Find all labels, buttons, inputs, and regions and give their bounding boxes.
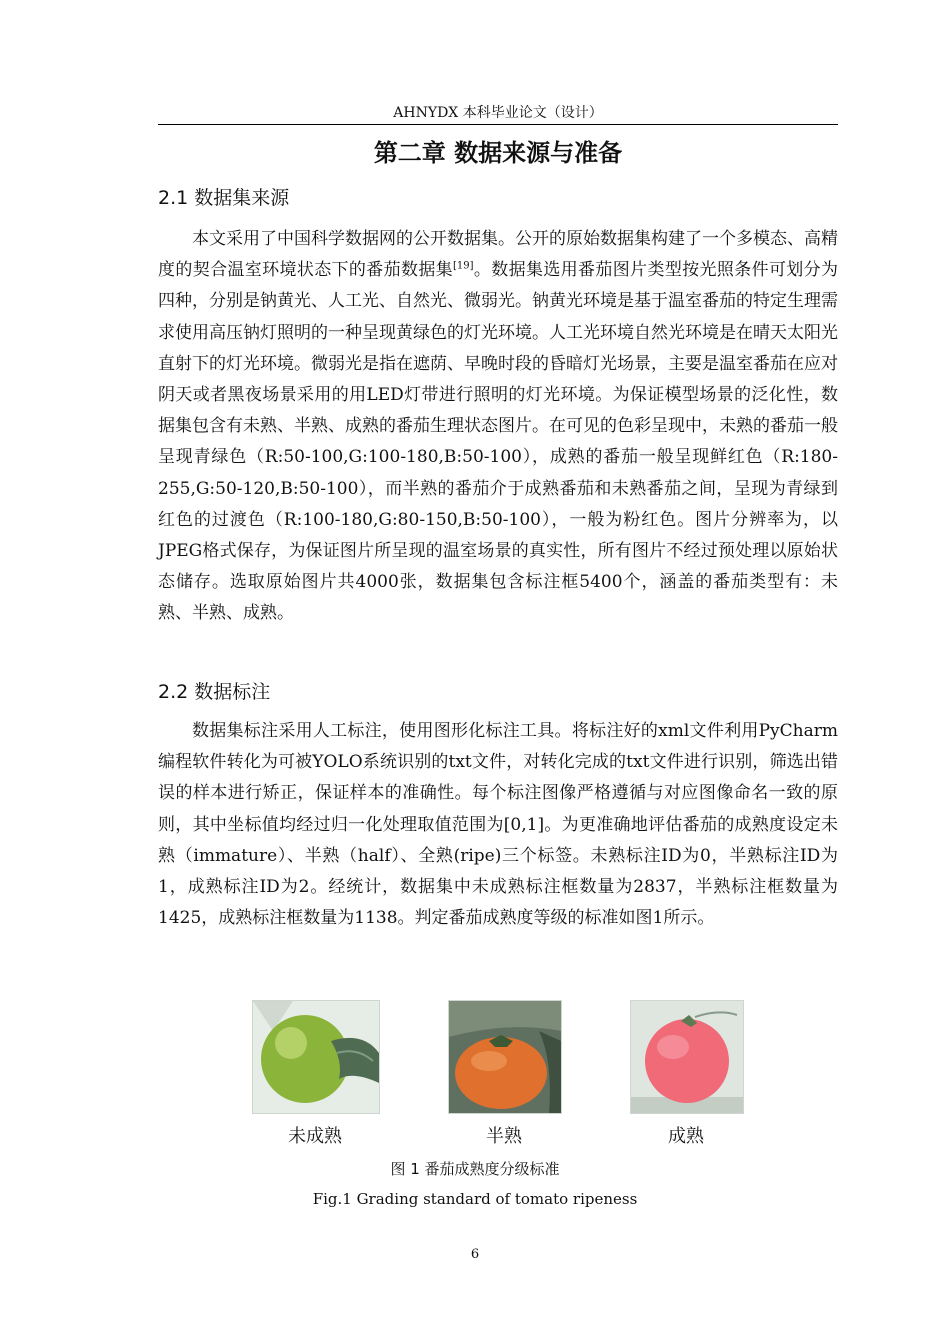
section-2-1-paragraph [158, 224, 838, 630]
section-heading-2-2: 2.2 数据标注 [158, 681, 271, 703]
orange-tomato-photo [448, 1000, 562, 1114]
green-tomato-label: 未成熟 [288, 1126, 342, 1147]
red-tomato-photo [630, 1000, 744, 1114]
section-heading-2-1: 2.1 数据集来源 [158, 187, 290, 209]
chapter-title: 第二章 数据来源与准备 [373, 139, 623, 167]
figure-caption-english: Fig.1 Grading standard of tomato ripeness [312, 1190, 638, 1208]
paragraph-text-continued: 。数据集选用番茄图片类型按光照条件可划分为四种，分别是钠黄光、人工光、自然光、微弱光。钠黄光环境是基于温室番茄的特定生理需求使用高压钠灯照明的一种呈现黄绿色的灯光环境。人工光环境自然光环境是在晴天太阳光直射下的灯光环境。微弱光是指在遮荫、早晚时段的昏暗灯光场景，主要是温室番茄在应对阴天或者黑夜场景采用的用LED灯带进行照明的灯光环境。为保证模型场景的泛化性，数据集包含有未熟、半熟、成熟的番茄生理状态图片。在可见的色彩呈现中，未熟的番茄一般呈现青绿色（R:50-100,G:100-180,B:50-100），成熟的番茄一般呈现鲜红色（R:180-255,G:50-120,B:50-100），而半熟的番茄介于成熟番茄和未熟番茄之间，呈现为青绿到红色的过渡色（R:100-180,G:80-150,B:50-100），一般为粉红色。图片分辨率为，以JPEG格式保存，为保证图片所呈现的温室场景的真实性，所有图片不经过预处理以原始状态储存。选取原始图片共4000张，数据集包含标注框5400个，涵盖的番茄类型有：未熟、半熟、成熟。 [158, 260, 839, 624]
section-2-2-paragraph: 数据集标注采用人工标注，使用图形化标注工具。将标注好的xml文件利用PyCharm编程软件转化为可被YOLO系统识别的txt文件，对转化完成的txt文件进行识别，筛选出错误的样本进行矫正，保证样本的准确性。每个标注图像严格遵循与对应图像命名一致的原则，其中坐标值均经过归一化处理取值范围为[0,1]。为更准确地评估番茄的成熟度设定未熟（immature）、半熟（half）、全熟(ripe)三个标签。未熟标注ID为0，半熟标注ID为1，成熟标注ID为2。经统计，数据集中未成熟标注框数量为2837，半熟标注框数量为1425，成熟标注框数量为1138。判定番茄成熟度等级的标准如图1所示。 [158, 721, 838, 929]
header-rule [158, 124, 838, 125]
orange-tomato-label: 半熟 [486, 1126, 522, 1147]
figure-image-row [0, 1000, 950, 1112]
paragraph-text: 本文采用了中国科学数据网的公开数据集。公开的原始数据集构建了一个多模态、高精度的契合温室环境状态下的番茄数据集 [158, 229, 838, 281]
page-number: 6 [470, 1247, 480, 1262]
running-head: AHNYDX 本科毕业论文（设计） [393, 105, 603, 121]
green-tomato-photo [252, 1000, 380, 1114]
red-tomato-label: 成熟 [668, 1126, 704, 1147]
figure-caption-chinese: 图 1 番茄成熟度分级标准 [390, 1160, 560, 1178]
citation-ref[interactable]: [19] [453, 260, 474, 272]
